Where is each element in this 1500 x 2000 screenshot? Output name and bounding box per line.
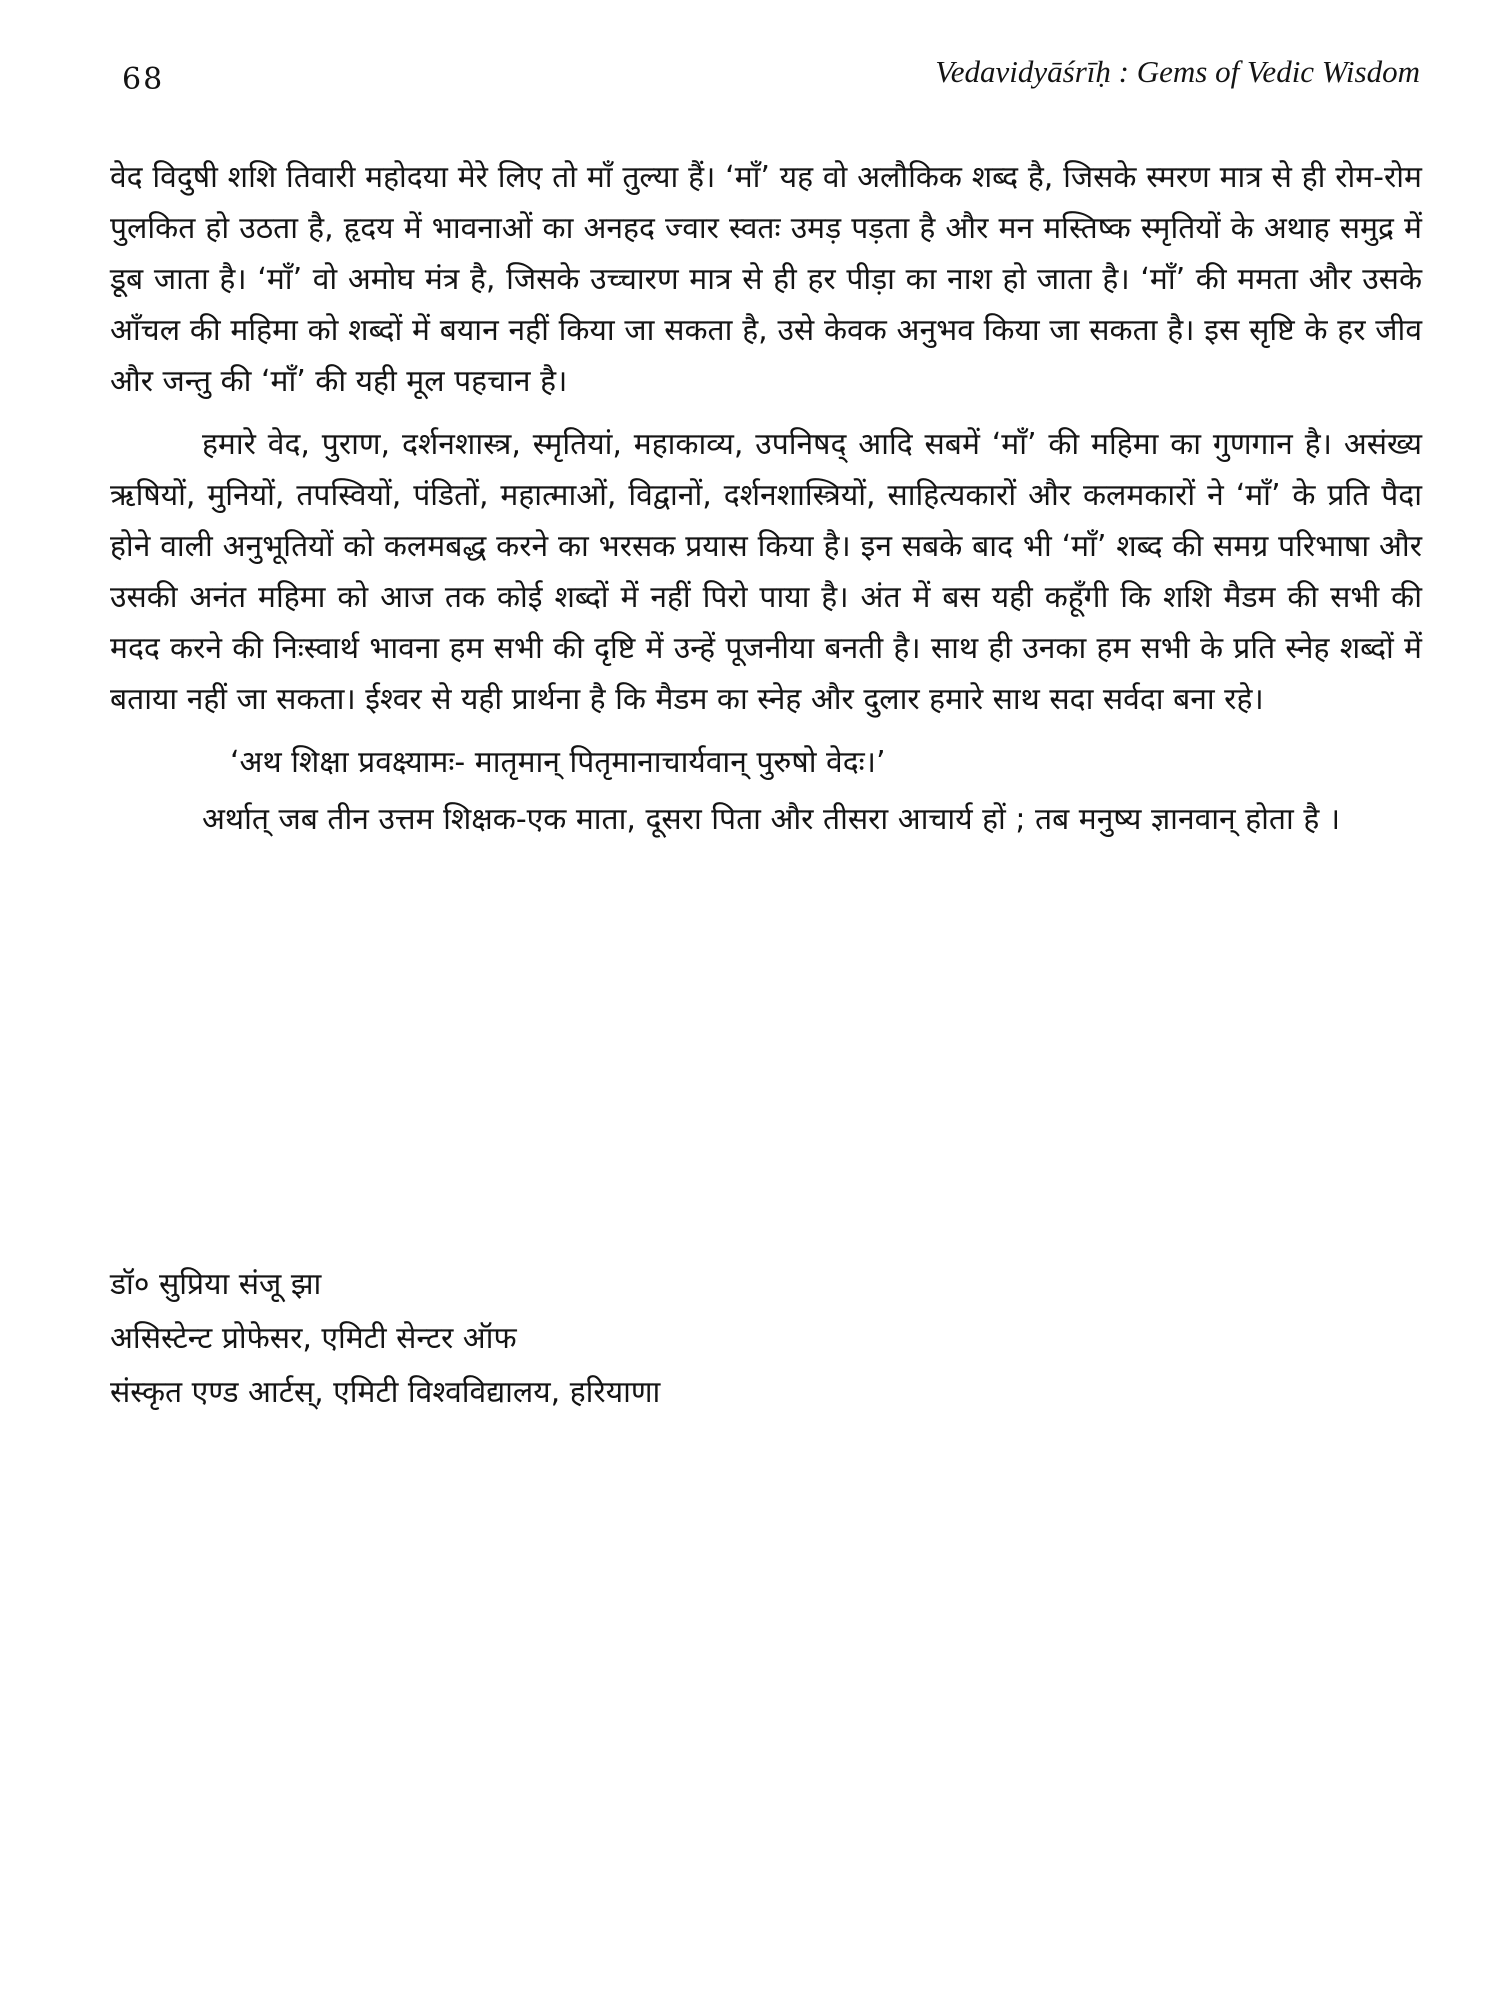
author-designation: असिस्टेन्ट प्रोफेसर, एमिटी सेन्टर ऑफ bbox=[110, 1321, 517, 1356]
page-number: 68 bbox=[122, 62, 165, 97]
body-text bbox=[110, 152, 1422, 857]
paragraph-2: हमारे वेद, पुराण, दर्शनशास्त्र, स्मृतियां, महाकाव्य, उपनिषद् आदि सबमें ‘माँ’ की महिमा का गुणगान है। असंख्य ऋषियों, मुनियों, तपस्वियों, पंडितों, महात्माओं, विद्वानों, दर्शनशास्त्रियों, साहित्यकारों और कलमकारों ने ‘माँ’ के प्रति पैदा होने वाली अनुभूतियों को कलमबद्ध करने का भरसक प्रयास किया है। इन सबके बाद भी ‘माँ’ शब्द की समग्र परिभाषा और उसकी अनंत महिमा को आज तक कोई शब्दों में नहीं पिरो पाया है। अंत में बस यही कहूँगी कि शशि मैडम की सभी की मदद करने की निःस्वार्थ भावना हम सभी की दृष्टि में उन्हें पूजनीया बनती है। साथ ही उनका हम सभी के प्रति स्नेह शब्दों में बताया नहीं जा सकता। ईश्वर से यही प्रार्थना है कि मैडम का स्नेह और दुलार हमारे साथ सदा सर्वदा बना रहे। bbox=[110, 427, 1422, 717]
author-affiliation: संस्कृत एण्ड आर्टस्, एमिटी विश्वविद्यालय, हरियाणा bbox=[110, 1375, 661, 1410]
sanskrit-quote: ‘अथ शिक्षा प्रवक्ष्यामः- मातृमान् पितृमानाचार्यवान् पुरुषो वेदः।’ bbox=[230, 745, 886, 780]
running-title: Vedavidyāśrīḥ : Gems of Vedic Wisdom bbox=[935, 54, 1420, 89]
author-name: डॉ० सुप्रिया संजू झा bbox=[110, 1267, 322, 1302]
author-signature-block bbox=[110, 1258, 660, 1420]
paragraph-1: वेद विदुषी शशि तिवारी महोदया मेरे लिए तो माँ तुल्या हैं। ‘माँ’ यह वो अलौकिक शब्द है, जिसके स्मरण मात्र से ही रोम-रोम पुलकित हो उठता है, हृदय में भावनाओं का अनहद ज्वार स्वतः उमड़ पड़ता है और मन मस्तिष्क स्मृतियों के अथाह समुद्र में डूब जाता है। ‘माँ’ वो अमोघ मंत्र है, जिसके उच्चारण मात्र से ही हर पीड़ा का नाश हो जाता है। ‘माँ’ की ममता और उसके आँचल की महिमा को शब्दों में बयान नहीं किया जा सकता है, उसे केवक अनुभव किया जा सकता है। इस सृष्टि के हर जीव और जन्तु की ‘माँ’ की यही मूल पहचान है। bbox=[110, 160, 1422, 399]
page-header bbox=[110, 48, 1420, 108]
quote-explanation: अर्थात् जब तीन उत्तम शिक्षक-एक माता, दूसरा पिता और तीसरा आचार्य हों ; तब मनुष्य ज्ञानवान् होता है । bbox=[202, 802, 1341, 837]
